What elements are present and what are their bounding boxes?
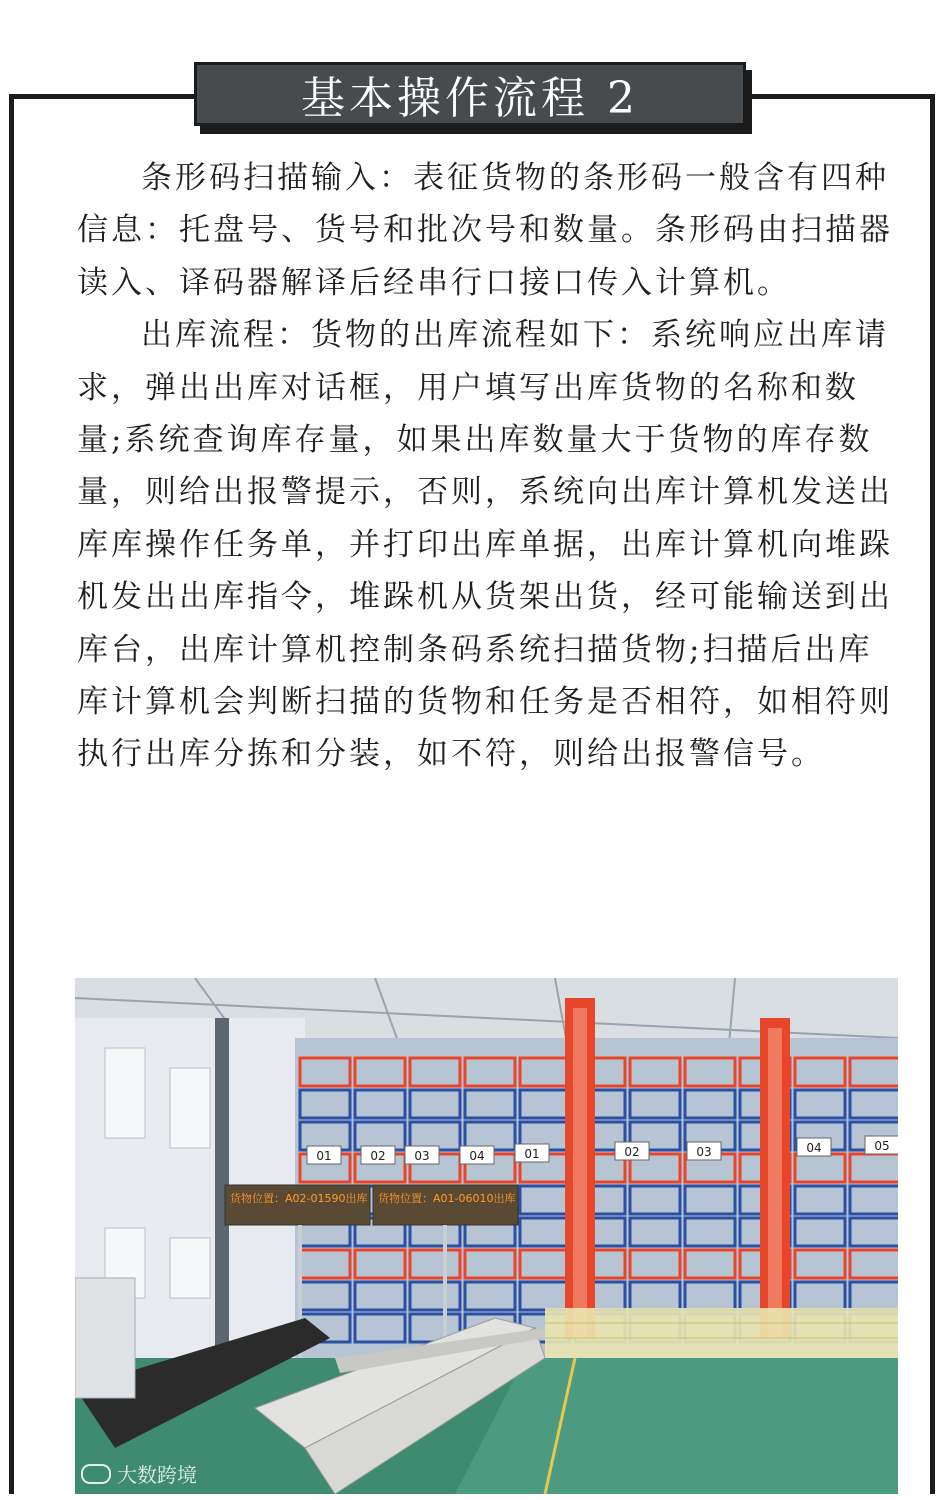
paragraph-barcode: 条形码扫描输入：表征货物的条形码一般含有四种信息：托盘号、货号和批次号和数量。条形码由扫描器读入、译码器解译后经串行口接口传入计算机。 (77, 160, 893, 301)
aisle-label: 05 (874, 1139, 890, 1153)
body-text (77, 152, 897, 781)
watermark (81, 1459, 197, 1488)
page-title: 基本操作流程 2 (194, 62, 746, 126)
watermark-text: 大数跨境 (117, 1463, 197, 1487)
aisle-label: 02 (370, 1149, 386, 1163)
warehouse-photo (75, 978, 898, 1494)
aisle-label: 01 (524, 1147, 540, 1161)
aisle-label: 01 (316, 1149, 332, 1163)
paragraph-outbound: 出库流程：货物的出库流程如下：系统响应出库请求，弹出出库对话框，用户填写出库货物的名称和数量;系统查询库存量，如果出库数量大于货物的库存数量，则给出报警提示，否则，系统向出库计算机发送出库库操作任务单，并打印出库单据，出库计算机向堆跺机发出出库指令，堆跺机从货架出货，经可能输送到出库台，出库计算机控制条码系统扫描货物;扫描后出库库计算机会判断扫描的货物和任务是否相符，如相符则执行出库分拣和分装，如不符，则给出报警信号。 (77, 317, 893, 773)
aisle-label: 04 (469, 1149, 485, 1163)
aisle-label: 03 (414, 1149, 430, 1163)
led-sign-2: 货物位置：A01-06010出库 (378, 1192, 516, 1205)
warehouse-illustration (75, 978, 898, 1494)
led-sign-1: 货物位置：A02-01590出库 (230, 1192, 368, 1205)
aisle-label: 04 (806, 1141, 822, 1155)
watermark-logo-icon (81, 1464, 111, 1484)
aisle-label: 02 (624, 1145, 640, 1159)
aisle-label: 03 (696, 1145, 712, 1159)
